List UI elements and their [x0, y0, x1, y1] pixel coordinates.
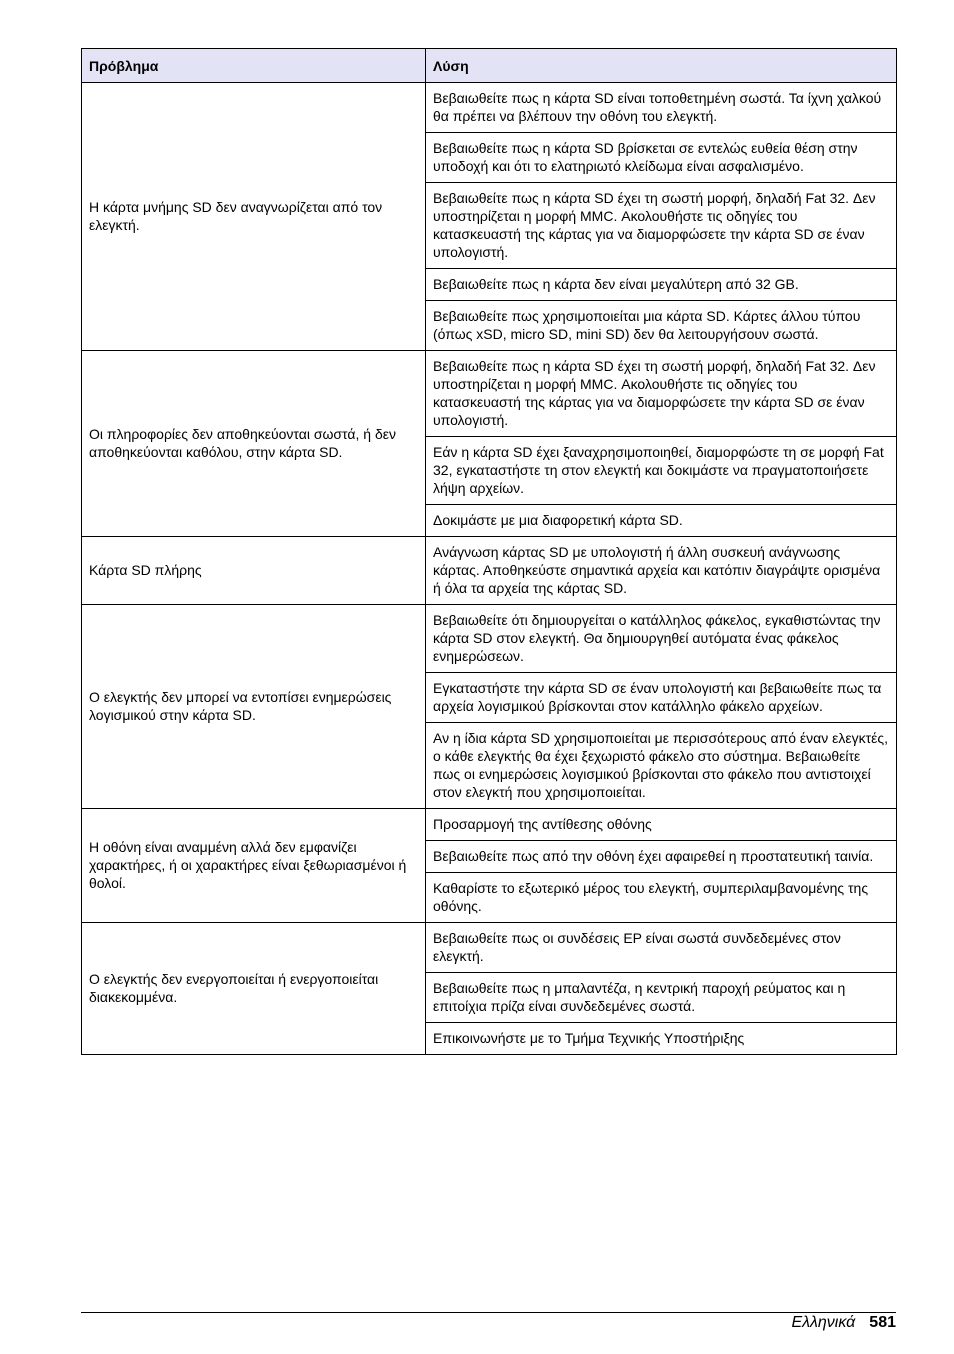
header-problem: Πρόβλημα [82, 49, 426, 83]
problem-cell: Ο ελεγκτής δεν ενεργοποιείται ή ενεργοποιείται διακεκομμένα. [82, 923, 426, 1055]
table-row [82, 83, 897, 133]
solution-cell: Βεβαιωθείτε πως από την οθόνη έχει αφαιρεθεί η προστατευτική ταινία. [426, 841, 897, 873]
solution-cell: Βεβαιωθείτε πως η κάρτα δεν είναι μεγαλύτερη από 32 GB. [426, 269, 897, 301]
problem-cell: Κάρτα SD πλήρης [82, 537, 426, 605]
solution-cell: Προσαρμογή της αντίθεσης οθόνης [426, 809, 897, 841]
solution-cell: Ανάγνωση κάρτας SD με υπολογιστή ή άλλη συσκευή ανάγνωσης κάρτας. Αποθηκεύστε σημαντικά αρχεία και κατόπιν διαγράψτε ορισμένα ή όλα τα αρχεία της κάρτας SD. [426, 537, 897, 605]
problem-cell: Οι πληροφορίες δεν αποθηκεύονται σωστά, ή δεν αποθηκεύονται καθόλου, στην κάρτα SD. [82, 351, 426, 537]
problem-cell: Ο ελεγκτής δεν μπορεί να εντοπίσει ενημερώσεις λογισμικού στην κάρτα SD. [82, 605, 426, 809]
solution-cell: Βεβαιωθείτε πως η μπαλαντέζα, η κεντρική παροχή ρεύματος και η επιτοίχια πρίζα είναι συνδεδεμένες σωστά. [426, 973, 897, 1023]
solution-cell: Αν η ίδια κάρτα SD χρησιμοποιείται με περισσότερους από έναν ελεγκτές, ο κάθε ελεγκτής θα έχει ξεχωριστό φάκελο στο σύστημα. Βεβαιωθείτε πως οι ενημερώσεις λογισμικού βρίσκονται στο φάκελο που αντιστοιχεί στον ελεγκτή που χρησιμοποιείται. [426, 723, 897, 809]
header-solution: Λύση [426, 49, 897, 83]
troubleshooting-table [81, 48, 897, 1055]
solution-cell: Βεβαιωθείτε πως οι συνδέσεις EP είναι σωστά συνδεδεμένες στον ελεγκτή. [426, 923, 897, 973]
solution-cell: Εγκαταστήστε την κάρτα SD σε έναν υπολογιστή και βεβαιωθείτε πως τα αρχεία λογισμικού βρίσκονται στον κατάλληλο φάκελο αρχείων. [426, 673, 897, 723]
solution-cell: Βεβαιωθείτε πως η κάρτα SD έχει τη σωστή μορφή, δηλαδή Fat 32. Δεν υποστηρίζεται η μορφή MMC. Ακολουθήστε τις οδηγίες του κατασκευαστή της κάρτας για να διαμορφώσετε την κάρτα SD σε έναν υπολογιστή. [426, 351, 897, 437]
table-header-row [82, 49, 897, 83]
solution-cell: Επικοινωνήστε με το Τμήμα Τεχνικής Υποστήριξης [426, 1023, 897, 1055]
footer-language: Ελληνικά [791, 1314, 856, 1331]
page-number: 581 [869, 1314, 896, 1331]
solution-cell: Βεβαιωθείτε πως η κάρτα SD έχει τη σωστή μορφή, δηλαδή Fat 32. Δεν υποστηρίζεται η μορφή MMC. Ακολουθήστε τις οδηγίες του κατασκευαστή της κάρτας για να διαμορφώσετε την κάρτα SD σε έναν υπολογιστή. [426, 183, 897, 269]
table-row [82, 809, 897, 841]
problem-cell: Η οθόνη είναι αναμμένη αλλά δεν εμφανίζει χαρακτήρες, ή οι χαρακτήρες είναι ξεθωριασμένοι ή θολοί. [82, 809, 426, 923]
footer-divider [81, 1312, 896, 1313]
table-row [82, 351, 897, 437]
solution-cell: Δοκιμάστε με μια διαφορετική κάρτα SD. [426, 505, 897, 537]
solution-cell: Καθαρίστε το εξωτερικό μέρος του ελεγκτή, συμπεριλαμβανομένης της οθόνης. [426, 873, 897, 923]
table-row [82, 605, 897, 673]
solution-cell: Εάν η κάρτα SD έχει ξαναχρησιμοποιηθεί, διαμορφώστε τη σε μορφή Fat 32, εγκαταστήστε τη στον ελεγκτή και δοκιμάστε να πραγματοποιήσετε λήψη αρχείων. [426, 437, 897, 505]
problem-cell: Η κάρτα μνήμης SD δεν αναγνωρίζεται από τον ελεγκτή. [82, 83, 426, 351]
table-row [82, 537, 897, 605]
solution-cell: Βεβαιωθείτε πως η κάρτα SD βρίσκεται σε εντελώς ευθεία θέση στην υποδοχή και ότι το ελατηριωτό κλείδωμα είναι ασφαλισμένο. [426, 133, 897, 183]
table-body [82, 83, 897, 1055]
solution-cell: Βεβαιωθείτε πως η κάρτα SD είναι τοποθετημένη σωστά. Τα ίχνη χαλκού θα πρέπει να βλέπουν την οθόνη του ελεγκτή. [426, 83, 897, 133]
table-row [82, 923, 897, 973]
solution-cell: Βεβαιωθείτε ότι δημιουργείται ο κατάλληλος φάκελος, εγκαθιστώντας την κάρτα SD στον ελεγκτή. Θα δημιουργηθεί αυτόματα ένας φάκελος ενημερώσεων. [426, 605, 897, 673]
page-footer [792, 1313, 897, 1333]
solution-cell: Βεβαιωθείτε πως χρησιμοποιείται μια κάρτα SD. Κάρτες άλλου τύπου (όπως xSD, micro SD, mini SD) δεν θα λειτουργήσουν σωστά. [426, 301, 897, 351]
